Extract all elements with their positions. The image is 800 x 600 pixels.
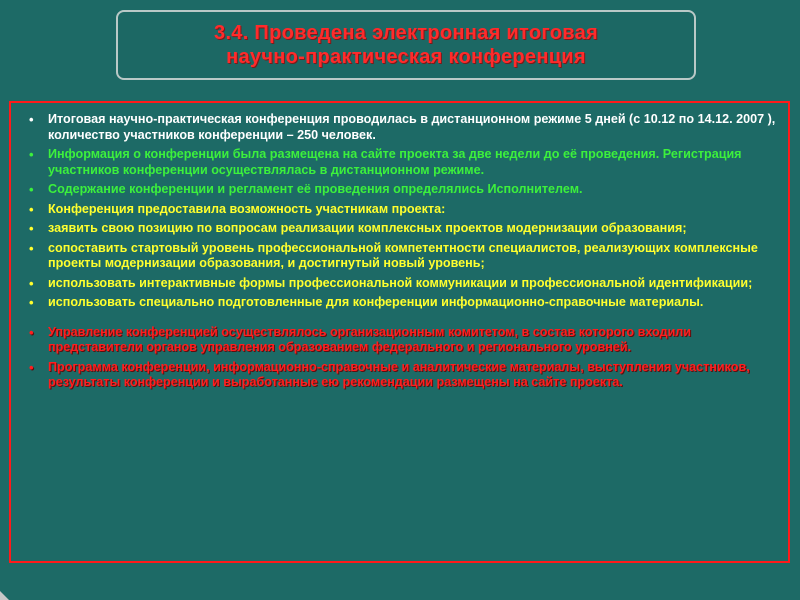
bullet-item-reference-materials: • использовать специально подготовленные для конференции информационно-справочные материалы. xyxy=(48,295,776,311)
slide-title-line-1: 3.4. Проведена электронная итоговая xyxy=(214,22,598,44)
bullet-item-info-published: • Информация о конференции была размещена на сайте проекта за две недели до её проведения. Регистрация участников конференции осуществлялась в дистанционном режиме. xyxy=(48,147,776,178)
bullet-item-compare-level: • сопоставить стартовый уровень профессиональной компетентности специалистов, реализующих комплексные проекты модернизации образования, и достигнутый новый уровень; xyxy=(48,241,776,272)
bullet-item-org-committee: • Управление конференцией осуществлялось организационным комитетом, в состав которого входили представители органов управления образованием федерального и регионального уровней. xyxy=(48,325,776,356)
bullet-item-program-published: • Программа конференции, информационно-справочные и аналитические материалы, выступления участников, результаты конференции и выработанные ею рекомендации размещены на сайте проекта. xyxy=(48,360,776,391)
bullet-item-state-position: • заявить свою позицию по вопросам реализации комплексных проектов модернизации образования; xyxy=(48,221,776,237)
bullet-item-opportunities-intro: • Конференция предоставила возможность участникам проекта: xyxy=(48,202,776,218)
slide-title-line-2: научно-практическая конференция xyxy=(226,46,586,68)
bullet-item-interactive-forms: • использовать интерактивные формы профессиональной коммуникации и профессиональной идентификации; xyxy=(48,276,776,292)
corner-triangle-icon xyxy=(0,591,9,600)
bullet-list xyxy=(11,103,788,391)
content-frame xyxy=(9,101,790,563)
bullet-item-content-regulations: • Содержание конференции и регламент её проведения определялись Исполнителем. xyxy=(48,182,776,198)
slide-title-box xyxy=(116,10,696,80)
bullet-item-duration: • Итоговая научно-практическая конференция проводилась в дистанционном режиме 5 дней (с 10.12 по 14.12. 2007 ), количество участников конференции – 250 человек. xyxy=(48,112,776,143)
